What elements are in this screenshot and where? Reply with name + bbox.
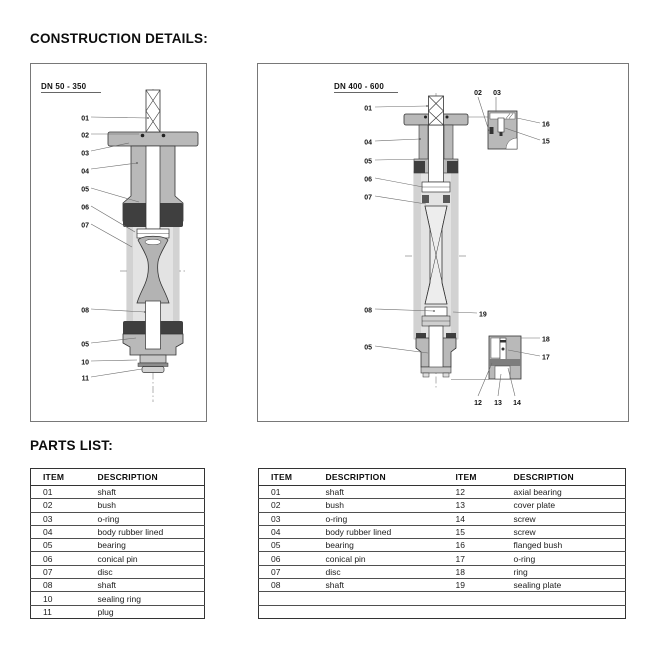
column-header: ITEM: [444, 469, 502, 486]
table-cell: 07: [259, 565, 314, 578]
drawing-panel-dn400-600: [257, 63, 629, 422]
callout-label: 07: [81, 222, 89, 230]
table-row: [259, 499, 626, 512]
table-cell: 02: [259, 499, 314, 512]
table-cell: 11: [31, 605, 86, 618]
table-cell: 08: [31, 579, 86, 592]
table-cell: 01: [259, 486, 314, 499]
column-header: DESCRIPTION: [502, 469, 626, 486]
lower-band: [422, 316, 450, 326]
ring-18: [500, 340, 506, 343]
table-cell: 05: [259, 539, 314, 552]
plug: [142, 367, 164, 373]
parts-table-left: [30, 468, 205, 619]
table-cell: 06: [259, 552, 314, 565]
o-ring-right: [162, 134, 166, 138]
lower-shaft: [429, 326, 443, 369]
stem-shaft: [146, 90, 160, 132]
stem-shaft: [429, 96, 444, 125]
table-cell: screw: [502, 512, 626, 525]
table-cell: 19: [444, 579, 502, 592]
callout-labels: [81, 116, 89, 383]
table-row: [31, 486, 205, 499]
table-cell: disc: [86, 565, 205, 578]
table-cell: o-ring: [314, 512, 444, 525]
table-row: [259, 605, 626, 618]
callout-label: 04: [364, 139, 372, 147]
callout-label: 14: [513, 400, 521, 407]
table-cell: sealing ring: [86, 592, 205, 605]
callout-label: 02: [81, 132, 89, 140]
callout-label: 04: [81, 168, 89, 176]
table-cell: 03: [259, 512, 314, 525]
table-cell: [502, 605, 626, 618]
table-cell: shaft: [314, 486, 444, 499]
callout-label: 06: [364, 176, 372, 184]
conical-pin-band: [422, 182, 450, 192]
table-row: [31, 552, 205, 565]
table-cell: body rubber lined: [314, 525, 444, 538]
table-cell: 02: [31, 499, 86, 512]
table-cell: [314, 592, 444, 605]
sealing-ring: [138, 363, 168, 367]
callout-label: 12: [474, 400, 482, 407]
o-ring-17: [502, 348, 505, 351]
table-row: [259, 579, 626, 592]
neck-wall-right: [444, 125, 453, 161]
table-cell: [259, 605, 314, 618]
callout-label: 16: [542, 121, 550, 129]
table-cell: 18: [444, 565, 502, 578]
table-cell: disc: [314, 565, 444, 578]
table-row: [259, 552, 626, 565]
table-row: [31, 605, 205, 618]
construction-details-title: CONSTRUCTION DETAILS:: [30, 31, 208, 46]
screw-15: [498, 118, 504, 132]
gland: [140, 355, 166, 363]
table-row: [259, 539, 626, 552]
table-cell: [444, 592, 502, 605]
cover: [421, 367, 451, 373]
table-cell: sealing plate: [502, 579, 626, 592]
table-row: [31, 539, 205, 552]
o-ring-left: [424, 116, 427, 119]
table-cell: 05: [31, 539, 86, 552]
callout-label: 10: [81, 359, 89, 367]
table-cell: 07: [31, 565, 86, 578]
parts-table-right: [258, 468, 626, 619]
bearing-upper-right: [447, 161, 458, 173]
table-cell: 17: [444, 552, 502, 565]
table-cell: bush: [86, 499, 205, 512]
table-cell: screw: [502, 525, 626, 538]
callout-label: 17: [542, 354, 550, 362]
drawing-panel-dn50-350: [30, 63, 207, 422]
callout-label: 06: [81, 204, 89, 212]
table-cell: shaft: [86, 579, 205, 592]
table-row: [259, 512, 626, 525]
table-cell: o-ring: [86, 512, 205, 525]
table-cell: bearing: [86, 539, 205, 552]
table-cell: [502, 592, 626, 605]
table-cell: axial bearing: [502, 486, 626, 499]
table-cell: flanged bush: [502, 539, 626, 552]
table-cell: ring: [502, 565, 626, 578]
callout-label: 11: [81, 375, 89, 383]
table-cell: body rubber lined: [86, 525, 205, 538]
drawing-size-label: [334, 82, 398, 93]
valve-cross-section-drawing: [31, 64, 206, 421]
valve-cross-section-drawing: [258, 64, 628, 421]
callout-label: 03: [493, 90, 501, 97]
callout-label: 08: [81, 307, 89, 315]
o-ring-right: [446, 116, 449, 119]
column-header: ITEM: [259, 469, 314, 486]
table-cell: shaft: [314, 579, 444, 592]
table-cell: 16: [444, 539, 502, 552]
callout-label: 05: [364, 158, 372, 166]
table-cell: 10: [31, 592, 86, 605]
table-cell: [259, 592, 314, 605]
table-cell: 13: [444, 499, 502, 512]
detail-view-top: [468, 111, 517, 149]
table-row: [31, 525, 205, 538]
callout-label: 18: [542, 336, 550, 344]
callout-label: 01: [364, 105, 372, 113]
bolt-left: [423, 373, 429, 377]
table-cell: 04: [31, 525, 86, 538]
stem-channel: [146, 146, 160, 229]
sealing-plate: [425, 307, 447, 316]
table-row: [31, 592, 205, 605]
table-cell: o-ring: [502, 552, 626, 565]
stem-channel: [429, 125, 444, 182]
table-cell: conical pin: [314, 552, 444, 565]
table-row: [31, 579, 205, 592]
callout-label: 15: [542, 138, 550, 146]
callout-label: 19: [479, 311, 487, 319]
callout-label: 05: [81, 186, 89, 194]
table-cell: 14: [444, 512, 502, 525]
table-header-row: [259, 469, 626, 486]
table-cell: [314, 605, 444, 618]
table-row: [31, 565, 205, 578]
table-cell: conical pin: [86, 552, 205, 565]
detail-view-bottom: [451, 336, 521, 380]
column-header: ITEM: [31, 469, 86, 486]
callout-label: 07: [364, 194, 372, 202]
callout-label: 05: [364, 344, 372, 352]
table-row: [31, 512, 205, 525]
column-header: DESCRIPTION: [86, 469, 205, 486]
column-header: DESCRIPTION: [314, 469, 444, 486]
table-cell: 04: [259, 525, 314, 538]
table-cell: [444, 605, 502, 618]
cover-plate-13: [495, 366, 510, 379]
valve-body: [108, 90, 198, 373]
callout-label: 13: [494, 400, 502, 407]
table-cell: 15: [444, 525, 502, 538]
table-cell: 06: [31, 552, 86, 565]
table-cell: bush: [314, 499, 444, 512]
table-header-row: [31, 469, 205, 486]
callout-label: 08: [364, 307, 372, 315]
table-row: [31, 499, 205, 512]
table-cell: 08: [259, 579, 314, 592]
valve-body: [404, 96, 468, 377]
table-row: [259, 565, 626, 578]
dn-range-label: DN 50 - 350: [41, 82, 87, 91]
drawing-size-label: [41, 82, 101, 93]
table-row: [259, 525, 626, 538]
table-cell: 01: [31, 486, 86, 499]
table-row: [259, 592, 626, 605]
callout-label: 05: [81, 341, 89, 349]
bolt-right: [443, 373, 449, 377]
table-row: [259, 486, 626, 499]
dn-range-label: DN 400 - 600: [334, 82, 384, 91]
o-ring-left: [141, 134, 145, 138]
table-cell: plug: [86, 605, 205, 618]
callout-label: 03: [81, 150, 89, 158]
callout-label: 02: [474, 90, 482, 97]
callout-label: 01: [81, 115, 89, 123]
lower-shaft: [146, 301, 161, 349]
bearing-upper-left: [414, 161, 425, 173]
table-cell: 03: [31, 512, 86, 525]
parts-list-title: PARTS LIST:: [30, 438, 113, 453]
table-cell: shaft: [86, 486, 205, 499]
table-cell: 12: [444, 486, 502, 499]
table-cell: cover plate: [502, 499, 626, 512]
neck-wall-left: [419, 125, 428, 161]
table-cell: bearing: [314, 539, 444, 552]
